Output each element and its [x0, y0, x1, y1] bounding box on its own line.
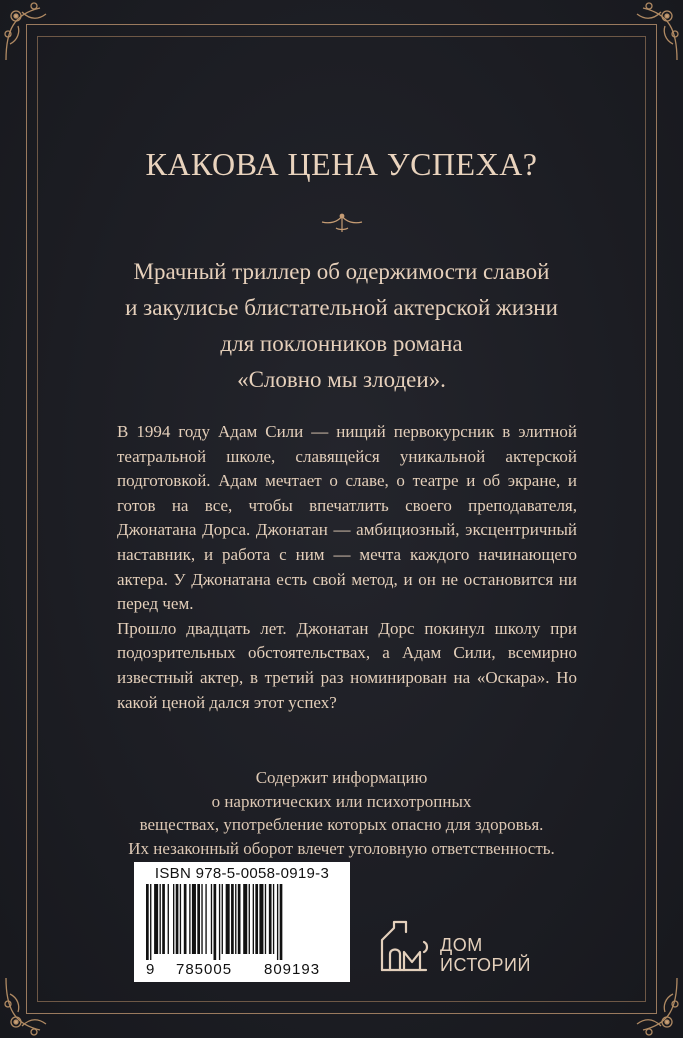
barcode-bar — [184, 884, 187, 954]
headline: КАКОВА ЦЕНА УСПЕХА? — [145, 146, 538, 182]
barcode-bar — [205, 884, 206, 954]
barcode-bars — [144, 884, 340, 960]
barcode-bar — [211, 884, 212, 954]
barcode-bar — [189, 884, 190, 954]
barcode-bar — [173, 884, 174, 954]
warning-line: Их незаконный оборот влечет уголовную ответственность. — [128, 838, 555, 858]
barcode-bar — [162, 884, 165, 954]
barcode-digits-right: 809193 — [264, 961, 321, 978]
barcode-bar — [168, 884, 169, 954]
floral-corner-icon — [0, 974, 64, 1038]
barcode-bar — [277, 884, 278, 960]
floral-corner-icon — [0, 0, 64, 64]
tagline-line: для поклонников романа — [220, 331, 463, 356]
barcode-bar — [249, 884, 250, 954]
barcode-bar — [197, 884, 200, 954]
flourish-ornament-icon — [312, 212, 372, 236]
barcode-bar — [222, 884, 223, 954]
publisher-name — [440, 935, 531, 975]
barcode-bar — [243, 884, 247, 954]
barcode-bar — [253, 884, 254, 954]
synopsis-paragraph: Прошло двадцать лет. Джонатан Дорс покинул школу при подозрительных обстоятельствах, а Адам Сили, всемирно известный актер, в третий раз номинирован на «Оскара». Но какой ценой дался этот успех? — [117, 618, 577, 712]
health-warning — [60, 766, 623, 860]
barcode-bar — [259, 884, 263, 954]
barcode-bar — [160, 884, 161, 954]
isbn-barcode — [134, 862, 350, 982]
barcode-bar — [150, 884, 151, 960]
barcode-bar — [235, 884, 236, 954]
barcode-bar — [201, 884, 202, 954]
synopsis — [117, 420, 577, 715]
warning-line: веществах, употребление которых опасно для здоровья. — [139, 815, 544, 834]
tagline — [80, 254, 603, 398]
isbn-label: ISBN 978-5-0058-0919-3 — [154, 865, 330, 882]
barcode-digits-left: 785005 — [176, 961, 233, 978]
barcode-bar — [180, 884, 181, 954]
publisher-line: ДОМ — [440, 935, 483, 955]
barcode-bar — [238, 884, 241, 954]
barcode-bar — [273, 884, 274, 954]
barcode-bar — [265, 884, 266, 954]
warning-line: о наркотических или психотропных — [211, 791, 472, 811]
barcode-bar — [192, 884, 196, 954]
synopsis-paragraph: В 1994 году Адам Сили — нищий первокурсник в элитной театральной школе, славящейся уникальной актерской подготовкой. Адам мечтает о славе, о театре и об экране, и готов на все, чтобы впечатлить своего преподавателя, Джонатана Дорса. Джонатан — амбициозный, эксцентричный наставник, и работа с ним — мечта каждого начинающего актера. У Джонатана есть свой метод, и он не остановится ни перед чем. — [117, 422, 577, 614]
barcode-bar — [280, 884, 283, 960]
barcode-bar — [146, 884, 149, 960]
floral-corner-icon — [619, 974, 683, 1038]
barcode-bar — [154, 884, 158, 954]
tagline-line: и закулисье блистательной актерской жизни — [125, 295, 558, 320]
barcode-bar — [219, 884, 220, 960]
dom-house-logo-icon — [372, 914, 434, 976]
tagline-line: Мрачный триллер об одержимости славой — [133, 259, 550, 284]
barcode-bar — [226, 884, 230, 954]
barcode-bar — [214, 884, 217, 960]
barcode-bar — [269, 884, 272, 954]
barcode-digit-first: 9 — [146, 961, 156, 978]
tagline-line: «Словно мы злодеи». — [237, 367, 446, 392]
warning-line: Содержит информацию — [255, 768, 428, 787]
publisher-line: ИСТОРИЙ — [440, 955, 531, 975]
floral-corner-icon — [619, 0, 683, 64]
barcode-bar — [176, 884, 179, 954]
barcode-bar — [231, 884, 234, 954]
barcode-bar — [255, 884, 258, 954]
